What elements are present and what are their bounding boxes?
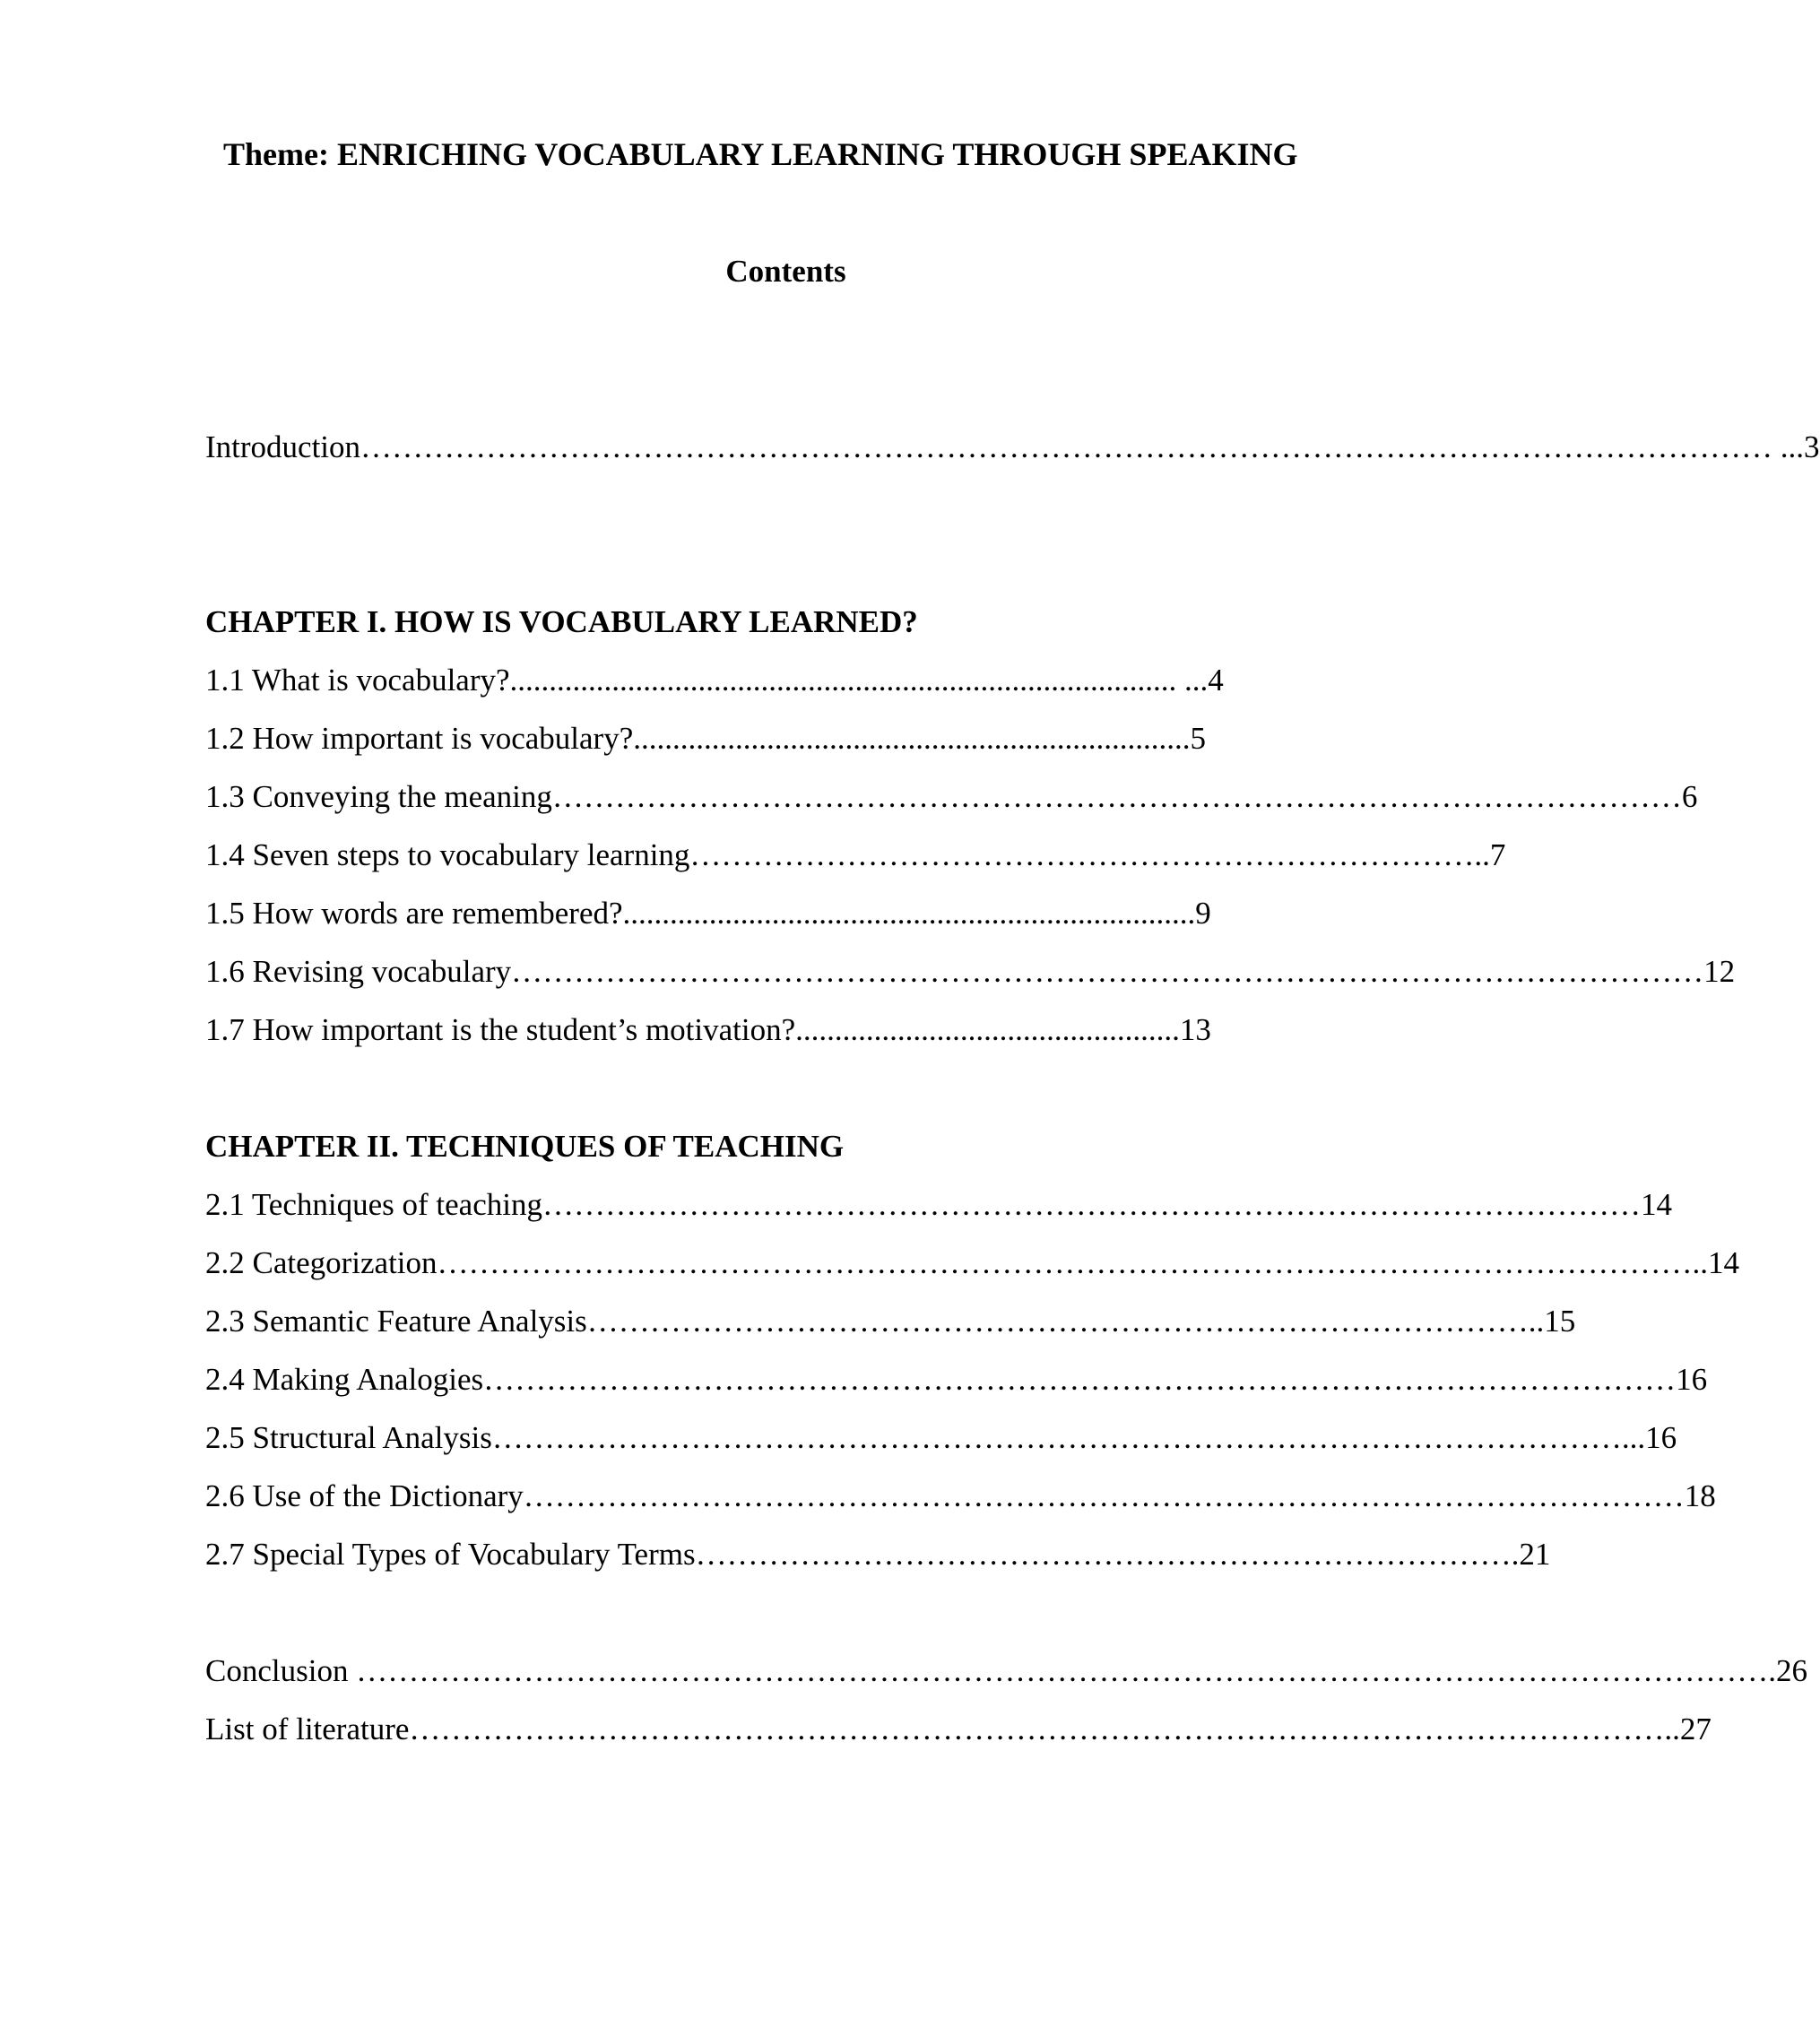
toc-item-2-2: 2.2 Categorization…………………………………………………………………………………………………………..14 xyxy=(205,1245,1740,1280)
toc-item-1-4: 1.4 Seven steps to vocabulary learning…………………………………………………………………..7 xyxy=(205,837,1506,872)
toc-item-2-4: 2.4 Making Analogies……………………………………………………………………………………………………16 xyxy=(205,1362,1708,1397)
toc-conclusion: Conclusion ……………………………………………………………………………………………………………………….26 xyxy=(205,1653,1807,1688)
toc-literature: List of literature…………………………………………………………………………………………………………..27 xyxy=(205,1712,1712,1746)
toc-item-1-5: 1.5 How words are remembered?.........................................................................9 xyxy=(205,896,1211,931)
toc-item-1-7: 1.7 How important is the student’s motivation?.................................................13 xyxy=(205,1012,1211,1047)
toc-item-1-1: 1.1 What is vocabulary?..................................................................................... ...4 xyxy=(205,663,1224,698)
toc-item-1-6: 1.6 Revising vocabulary……………………………………………………………………………………………………12 xyxy=(205,954,1736,989)
contents-heading: Contents xyxy=(725,254,846,289)
document-theme: Theme: ENRICHING VOCABULARY LEARNING THROUGH SPEAKING xyxy=(223,136,1298,172)
toc-introduction: Introduction……………………………………………………………………………………………………………………… ...3 xyxy=(205,429,1820,464)
toc-item-1-3: 1.3 Conveying the meaning………………………………………………………………………………………………6 xyxy=(205,779,1698,814)
toc-item-2-1: 2.1 Techniques of teaching……………………………………………………………………………………………14 xyxy=(205,1187,1672,1222)
chapter-1-title: CHAPTER I. HOW IS VOCABULARY LEARNED? xyxy=(205,604,918,639)
toc-item-1-2: 1.2 How important is vocabulary?.......................................................................5 xyxy=(205,721,1207,756)
chapter-2-title: CHAPTER II. TECHNIQUES OF TEACHING xyxy=(205,1129,845,1164)
toc-item-2-3: 2.3 Semantic Feature Analysis………………………………………………………………………………..15 xyxy=(205,1304,1576,1339)
toc-item-2-6: 2.6 Use of the Dictionary…………………………………………………………………………………………………18 xyxy=(205,1478,1716,1513)
toc-item-2-5: 2.5 Structural Analysis………………………………………………………………………………………………...16 xyxy=(205,1420,1677,1455)
toc-item-2-7: 2.7 Special Types of Vocabulary Terms…………………………………………………………………….21 xyxy=(205,1537,1551,1572)
